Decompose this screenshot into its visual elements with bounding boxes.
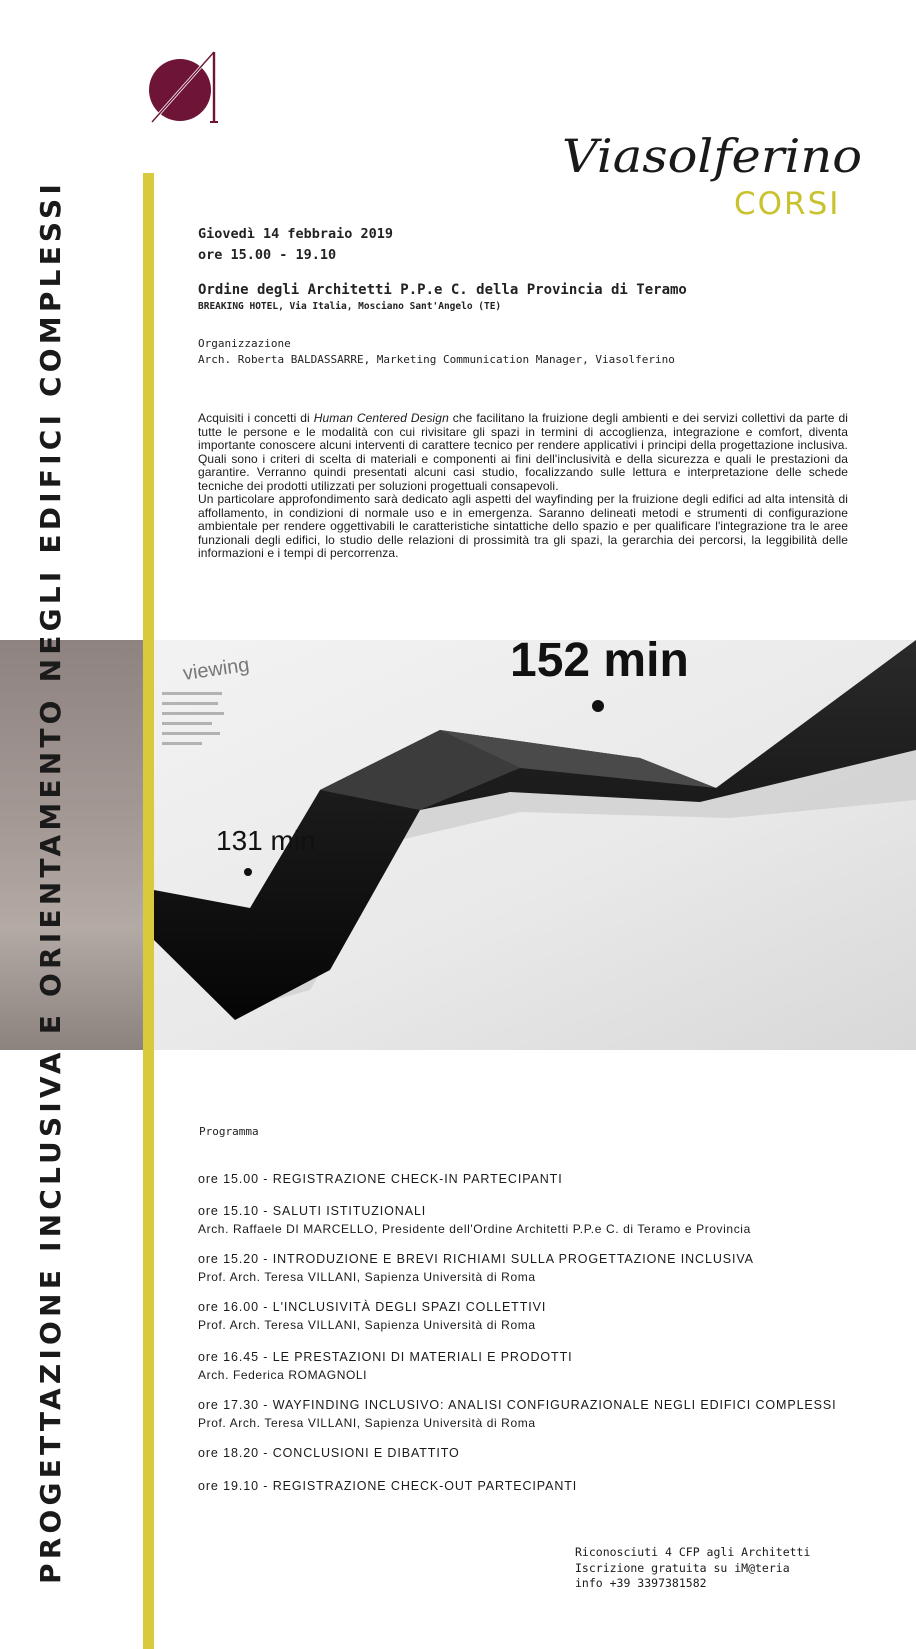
accent-bar: [143, 173, 154, 1649]
program-item: ore 15.00 - REGISTRAZIONE CHECK-IN PARTECIPANTI: [198, 1172, 563, 1186]
logo-mark: [146, 48, 224, 126]
vertical-title: [34, 179, 74, 1584]
credits-registration: Iscrizione gratuita su iM@teria: [575, 1560, 790, 1575]
description: [198, 412, 848, 561]
description-paragraph-1: Acquisiti i concetti di Human Centered Design che facilitano la fruizione degli ambienti e dei servizi collettivi da parte di tutte le persone e le modalità con cui rivisitare gli spazi in termini di accoglienza, integrazione e comfort, diventa importante conoscere alcuni interventi di carattere tecnico per rendere applicativi i principi della progettazione inclusiva. Quali sono i criteri di scelta di materiali e componenti ai fini dell'inclusività e della sicurezza e quali le prestazioni da garantire. Verranno quindi presentati alcuni casi studio, focalizzando sulle lettura e interpretazione delle schede tecniche dei prodotti utilizzati per soluzioni progettuali consapevoli.: [198, 411, 849, 493]
event-date: Giovedì 14 febbraio 2019: [198, 226, 394, 242]
program-item: ore 18.20 - CONCLUSIONI E DIBATTITO: [198, 1446, 460, 1460]
description-paragraph-2: Un particolare approfondimento sarà dedicato agli aspetti del wayfinding per la fruizione degli edifici ad alta intensità di affollamento, in condizioni di normale uso e in emergenza. Saranno delineati metodi e strumenti di configurazione ambientale per rendere oggettivabili le caratteristiche sintattiche dello spazio e per qualificare l'integrazione tra le aree funzionali degli edifici, lo studio delle relazioni di prossimità tra gli spazi, la gerarchia dei percorsi, la leggibilità delle informazioni e i tempi di percorrenza.: [198, 492, 848, 560]
title-part-1: PROGETTAZIONE INCLUSIVA E: [34, 997, 67, 1584]
program-item: ore 17.30 - WAYFINDING INCLUSIVO: ANALISI CONFIGURAZIONALE NEGLI EDIFICI COMPLESSI Prof. Arch. Teresa VILLANI, Sapienza Università di Roma: [198, 1398, 837, 1430]
credits-cfp: Riconosciuti 4 CFP agli Architetti: [575, 1545, 811, 1559]
program-item: ore 16.45 - LE PRESTAZIONI DI MATERIALI E PRODOTTI Arch. Federica ROMAGNOLI: [198, 1350, 573, 1382]
program-item: ore 19.10 - REGISTRAZIONE CHECK-OUT PARTECIPANTI: [198, 1479, 578, 1493]
photo-label-viewing: viewing: [181, 653, 251, 685]
organization-person: Arch. Roberta BALDASSARRE, Marketing Communication Manager, Viasolferino: [198, 353, 675, 366]
program-item: ore 16.00 - L'INCLUSIVITÀ DEGLI SPAZI COLLETTIVI Prof. Arch. Teresa VILLANI, Sapienza Università di Roma: [198, 1300, 547, 1332]
program-item: ore 15.20 - INTRODUZIONE E BREVI RICHIAMI SULLA PROGETTAZIONE INCLUSIVA Prof. Arch. Teresa VILLANI, Sapienza Università di Roma: [198, 1252, 754, 1284]
title-part-2: ORIENTAMENTO: [34, 696, 67, 997]
credits-info: info +39 3397381582: [575, 1576, 707, 1590]
brand-label: CORSI: [734, 186, 841, 222]
photo-label-left: 131 min: [216, 825, 316, 856]
photo-label-top: 152 min: [510, 640, 689, 687]
program-item: ore 15.10 - SALUTI ISTITUZIONALI Arch. Raffaele DI MARCELLO, Presidente dell'Ordine Architetti P.P.e C. di Teramo e Provincia: [198, 1204, 751, 1236]
credits: [575, 1545, 810, 1592]
title-part-3: NEGLI EDIFICI COMPLESSI: [34, 179, 67, 697]
event-time: ore 15.00 - 19.10: [198, 247, 337, 263]
event-address: BREAKING HOTEL, Via Italia, Mosciano Sant'Angelo (TE): [198, 301, 502, 312]
organization-label: Organizzazione: [198, 337, 291, 350]
event-venue: Ordine degli Architetti P.P.e C. della Provincia di Teramo: [198, 282, 687, 298]
brand-name: Viasolferino: [562, 129, 862, 183]
program-label: Programma: [199, 1125, 259, 1138]
